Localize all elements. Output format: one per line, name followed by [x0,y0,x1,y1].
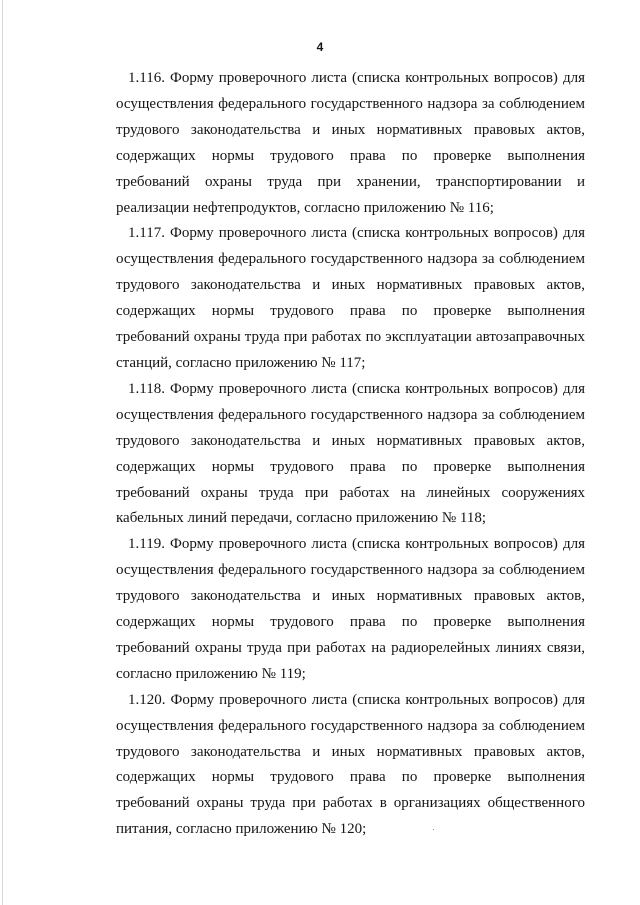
paragraph-1-120: 1.120. Форму проверочного листа (списка контрольных вопросов) для осуществления федерального государственного надзора за соблюдением трудового законодательства и иных нормативных правовых актов, содержащих нормы трудового права по проверке выполнения требований охраны труда при работах в организациях общественного питания, согласно приложению № 120; [116,691,585,838]
paragraph-1-117: 1.117. Форму проверочного листа (списка контрольных вопросов) для осуществления федерального государственного надзора за соблюдением трудового законодательства и иных нормативных правовых актов, содержащих нормы трудового права по проверке выполнения требований охраны труда при работах по эксплуатации автозаправочных станций, согласно приложению № 117; [116,225,585,371]
paragraph-1-119: 1.119. Форму проверочного листа (списка контрольных вопросов) для осуществления федерального государственного надзора за соблюдением трудового законодательства и иных нормативных правовых актов, содержащих нормы трудового права по проверке выполнения требований охраны труда при работах на радиорелейных линиях связи, согласно приложению № 119; [116,536,585,682]
page-number: 4 [316,40,324,54]
scan-edge-line [2,0,3,905]
scan-speck [433,829,434,830]
document-body [116,66,585,843]
paragraph-1-118: 1.118. Форму проверочного листа (списка контрольных вопросов) для осуществления федерального государственного надзора за соблюдением трудового законодательства и иных нормативных правовых актов, содержащих нормы трудового права по проверке выполнения требований охраны труда при работах на линейных сооружениях кабельных линий передачи, согласно приложению № 118; [116,380,585,527]
paragraph-1-116: 1.116. Форму проверочного листа (списка контрольных вопросов) для осуществления федерального государственного надзора за соблюдением трудового законодательства и иных нормативных правовых актов, содержащих нормы трудового права по проверке выполнения требований охраны труда при хранении, транспортировании и реализации нефтепродуктов, согласно приложению № 116; [116,70,585,216]
